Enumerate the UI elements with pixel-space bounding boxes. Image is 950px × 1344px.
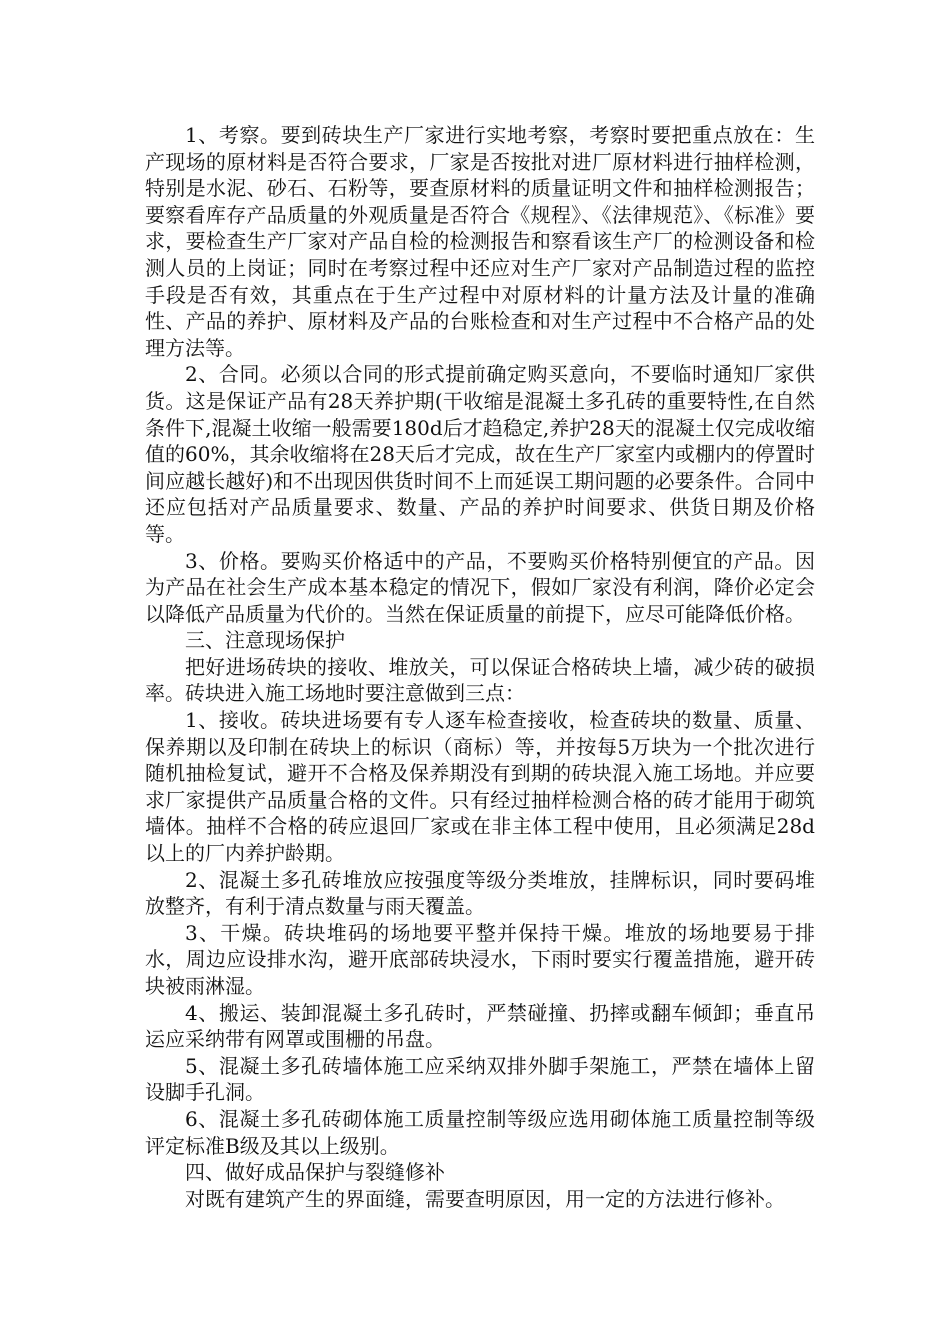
paragraph-handling: 4、搬运、装卸混凝土多孔砖时，严禁碰撞、扔摔或翻车倾卸；垂直吊运应采纳带有网罩或围栅的吊盘。 <box>145 1000 815 1052</box>
paragraph-interface-cracks: 对既有建筑产生的界面缝，需要查明原因，用一定的方法进行修补。 <box>185 1186 785 1211</box>
paragraph-site-intro: 把好进场砖块的接收、堆放关，可以保证合格砖块上墙，减少砖的破损率。砖块进入施工场地时要注意做到三点： <box>145 654 815 706</box>
paragraph-contract: 2、合同。必须以合同的形式提前确定购买意向，不要临时通知厂家供货。这是保证产品有28天养护期(干收缩是混凝土多孔砖的重要特性,在自然条件下,混凝土收缩一般需要180d后才趋稳定,养护28天的混凝土仅完成收缩值的60%，其余收缩将在28天后才完成，故在生产厂家室内或棚内的停置时间应越长越好)和不出现因供货时间不上而延误工期问题的必要条件。合同中还应包括对产品质量要求、数量、产品的养护时间要求、供货日期及价格等。 <box>145 362 815 546</box>
paragraph-stacking: 2、混凝土多孔砖堆放应按强度等级分类堆放，挂牌标识，同时要码堆放整齐，有利于清点数量与雨天覆盖。 <box>145 867 815 919</box>
paragraph-scaffolding: 5、混凝土多孔砖墙体施工应采纳双排外脚手架施工，严禁在墙体上留设脚手孔洞。 <box>145 1053 815 1105</box>
section-heading-crack-repair: 四、做好成品保护与裂缝修补 <box>185 1160 445 1185</box>
paragraph-quality-grade: 6、混凝土多孔砖砌体施工质量控制等级应选用砌体施工质量控制等级评定标准B级及其以上级别。 <box>145 1106 815 1158</box>
paragraph-inspection: 1、考察。要到砖块生产厂家进行实地考察，考察时要把重点放在：生产现场的原材料是否符合要求，厂家是否按批对进厂原材料进行抽样检测，特别是水泥、砂石、石粉等，要查原材料的质量证明文件和抽样检测报告；要察看库存产品质量的外观质量是否符合《规程》、《法律规范》、《标准》要求，要检查生产厂家对产品自检的检测报告和察看该生产厂的检测设备和检测人员的上岗证；同时在考察过程中还应对生产厂家对产品制造过程的监控手段是否有效，其重点在于生产过程中对原材料的计量方法及计量的准确性、产品的养护、原材料及产品的台账检查和对生产过程中不合格产品的处理方法等。 <box>145 123 815 360</box>
document-body <box>145 122 815 1212</box>
paragraph-price: 3、价格。要购买价格适中的产品，不要购买价格特别便宜的产品。因为产品在社会生产成本基本稳定的情况下，假如厂家没有利润，降价必定会以降低产品质量为代价的。当然在保证质量的前提下，应尽可能降低价格。 <box>145 548 815 626</box>
section-heading-site-protection: 三、注意现场保护 <box>185 628 345 653</box>
paragraph-drying: 3、干燥。砖块堆码的场地要平整并保持干燥。堆放的场地要易于排水，周边应设排水沟，避开底部砖块浸水，下雨时要实行覆盖措施，避开砖块被雨淋湿。 <box>145 920 815 998</box>
paragraph-receiving: 1、接收。砖块进场要有专人逐车检查接收，检查砖块的数量、质量、保养期以及印制在砖块上的标识（商标）等，并按每5万块为一个批次进行随机抽检复试，避开不合格及保养期没有到期的砖块混入施工场地。并应要求厂家提供产品质量合格的文件。只有经过抽样检测合格的砖才能用于砌筑墙体。抽样不合格的砖应退回厂家或在非主体工程中使用，且必须满足28d以上的厂内养护龄期。 <box>145 708 815 866</box>
